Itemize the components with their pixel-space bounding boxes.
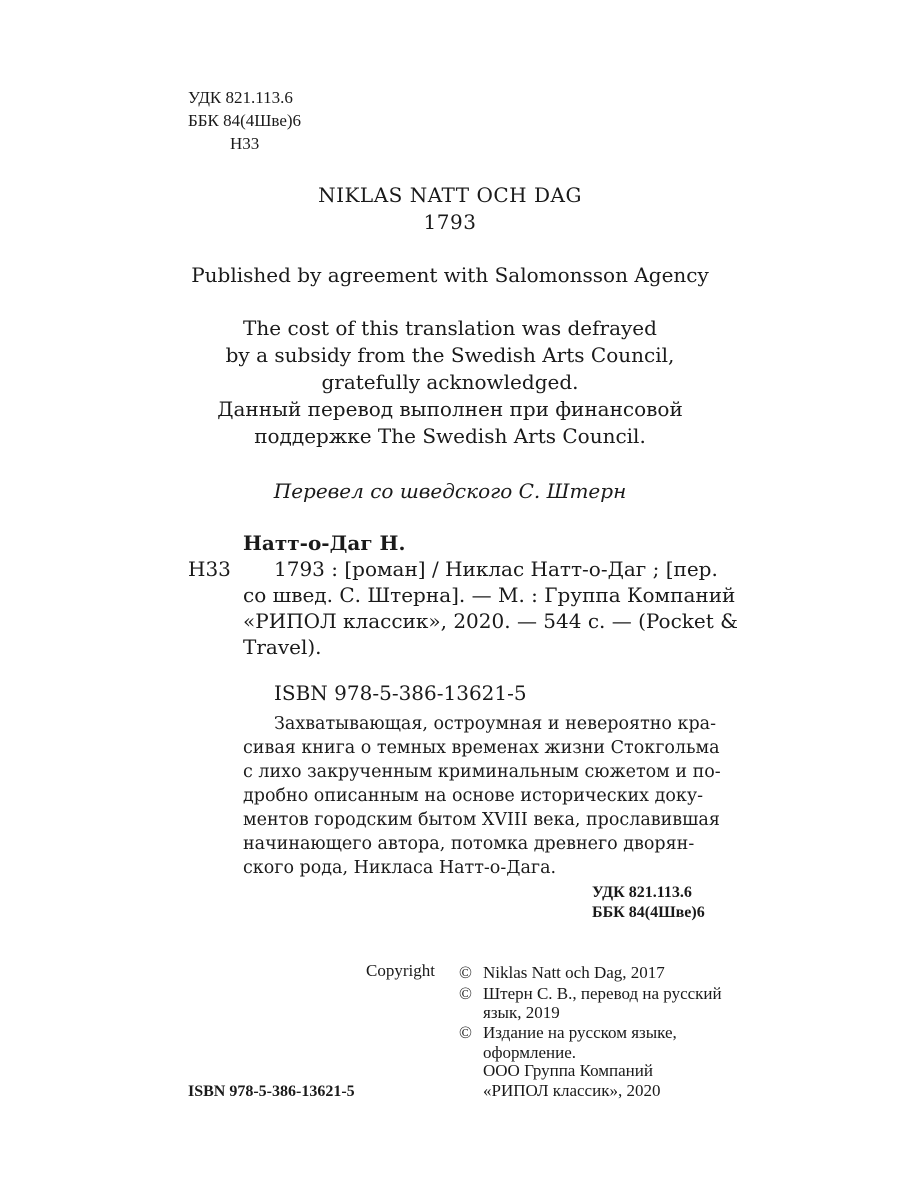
- annotation-line: ментов городским бытом XVIII века, прославившая: [243, 810, 720, 830]
- original-title: 1793: [423, 210, 477, 234]
- card-description-line: Travel).: [243, 635, 322, 659]
- subsidy-line: by a subsidy from the Swedish Arts Council,: [225, 343, 675, 367]
- copyright-symbol: ©: [459, 963, 472, 982]
- card-author-mark: Н33: [188, 557, 231, 581]
- bbk-code: ББК 84(4Шве)6: [188, 111, 302, 130]
- copyright-entry: Штерн С. В., перевод на русский: [483, 984, 722, 1003]
- card-description-line: со швед. С. Штерна]. — М. : Группа Компаний: [243, 583, 736, 607]
- annotation-line: Захватывающая, остроумная и невероятно кра-: [274, 714, 717, 734]
- copyright-entry: ООО Группа Компаний: [483, 1061, 653, 1080]
- author-mark: Н33: [230, 134, 260, 153]
- copyright-symbol: ©: [459, 1023, 472, 1042]
- annotation-line: ского рода, Никласа Натт-о-Дага.: [243, 858, 557, 878]
- copyright-entry: «РИПОЛ классик», 2020: [483, 1081, 661, 1100]
- copyright-entry: язык, 2019: [483, 1003, 560, 1022]
- card-isbn: ISBN 978-5-386-13621-5: [274, 681, 527, 705]
- original-author: NIKLAS NATT OCH DAG: [318, 183, 582, 207]
- annotation-line: дробно описанным на основе исторических доку-: [243, 786, 704, 806]
- copyright-label: Copyright: [366, 961, 435, 980]
- copyright-entry: Издание на русском языке,: [483, 1023, 677, 1042]
- subsidy-line: Данный перевод выполнен при финансовой: [217, 397, 683, 421]
- agreement-note: Published by agreement with Salomonsson Agency: [191, 263, 709, 287]
- translator-credit: Перевел со шведского С. Штерн: [273, 479, 627, 503]
- footer-isbn: ISBN 978-5-386-13621-5: [188, 1083, 355, 1100]
- annotation-line: сивая книга о темных временах жизни Стокгольма: [243, 738, 720, 758]
- annotation-line: начинающего автора, потомка древнего дворян-: [243, 834, 695, 854]
- annotation-line: с лихо закрученным криминальным сюжетом и по-: [243, 762, 721, 782]
- copyright-entry: Niklas Natt och Dag, 2017: [483, 963, 665, 982]
- card-heading: Натт-о-Даг Н.: [243, 531, 406, 555]
- card-description-line: 1793 : [роман] / Никлас Натт-о-Даг ; [пер.: [274, 557, 718, 581]
- card-description-line: «РИПОЛ классик», 2020. — 544 с. — (Pocket &: [243, 609, 738, 633]
- udk-code: УДК 821.113.6: [188, 88, 293, 107]
- subsidy-line: The cost of this translation was defrayed: [243, 316, 657, 340]
- subsidy-line: поддержке The Swedish Arts Council.: [254, 424, 646, 448]
- copyright-symbol: ©: [459, 984, 472, 1003]
- card-bbk-code: ББК 84(4Шве)6: [592, 904, 705, 921]
- subsidy-line: gratefully acknowledged.: [321, 370, 579, 394]
- card-udk-code: УДК 821.113.6: [592, 884, 692, 901]
- copyright-entry: оформление.: [483, 1043, 577, 1062]
